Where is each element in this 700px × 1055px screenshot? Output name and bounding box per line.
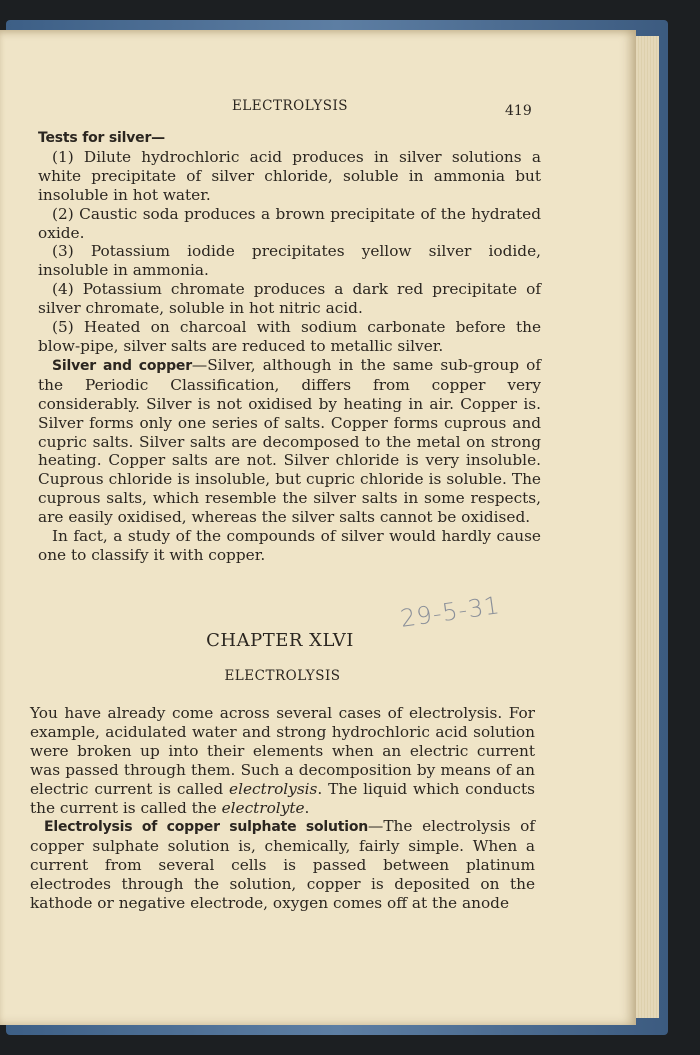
test-item: (1) Dilute hydrochloric acid produces in silver solutions a white precipitate of silver chloride, soluble in ammonia but insoluble in hot water. [38, 147, 541, 204]
conclusion-paragraph: In fact, a study of the compounds of silver would hardly cause one to classify it with copper. [38, 527, 541, 564]
term-electrolysis: electrolysis [229, 779, 318, 798]
intro-text: You have already come across several cases of electrolysis. For example, acidulated water and strong hydrochloric acid solution were broken up into their elements when an electric current was passed through them. Such a decomposition by means of an electric current is called [30, 704, 535, 798]
term-electrolyte: electrolyte [221, 798, 305, 817]
copper-sulphate-paragraph [30, 817, 535, 913]
tests-heading: Tests for silver— [38, 130, 165, 146]
intro-paragraph [30, 704, 535, 817]
test-item: (5) Heated on charcoal with sodium carbonate before the blow-pipe, silver salts are reduced to metallic silver. [38, 318, 541, 355]
chapter-number: CHAPTER XLVI [206, 630, 354, 651]
test-item: (4) Potassium chromate produces a dark red precipitate of silver chromate, soluble in hot nitric acid. [38, 280, 541, 318]
handwritten-note: 29-5-31 [398, 591, 503, 633]
page-number: 419 [505, 103, 532, 119]
electrolysis-section [30, 704, 535, 913]
intro-text: . [304, 798, 310, 817]
test-item: (3) Potassium iodide precipitates yellow silver iodide, insoluble in ammonia. [38, 242, 541, 280]
copper-text: —Silver, although in the same sub-group of the Periodic Classification, differs from copper very considerably. Silver is not oxidised by heating in air. Copper is. Silver forms only one series of salts. Copper forms cuprous and cupric salts. Silver salts are decomposed to the metal on strong heating. Copper salts are not. Silver chloride is very insoluble. Cuprous chloride is insoluble, but cupric chloride is soluble. The cuprous salts, which resemble the silver salts in some respects, are easily oxidised, whereas the silver salts cannot be oxidised. [38, 355, 541, 527]
test-item: (2) Caustic soda produces a brown precipitate of the hydrated oxide. [38, 204, 541, 242]
copper-sulphate-text: —The electrolysis of copper sulphate solution is, chemically, fairly simple. When a current from several cells is passed between platinum electrodes through the solution, copper is deposited on the kathode or negative electrode, oxygen comes off at the anode [30, 817, 535, 913]
chapter-title: ELECTROLYSIS [224, 668, 341, 684]
copper-sulphate-heading: Electrolysis of copper sulphate solution [44, 819, 369, 836]
copper-heading: Silver and copper [52, 357, 192, 374]
running-title: ELECTROLYSIS [231, 98, 349, 114]
copper-paragraph [38, 356, 541, 527]
silver-section [38, 128, 541, 565]
intro-text: . The liquid which conducts the current is called the [30, 779, 535, 817]
